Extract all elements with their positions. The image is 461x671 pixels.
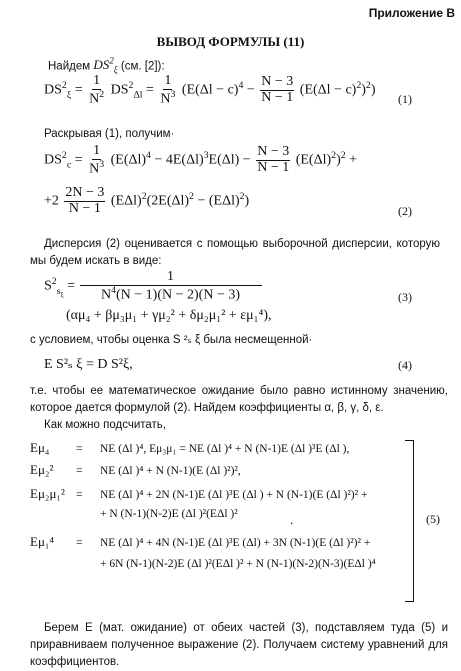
system-row-rhs: + N (N-1)(N-2)E (Δl )²(EΔl )² — [100, 508, 238, 520]
system-row — [30, 440, 349, 456]
equation-1-number: (1) — [398, 92, 412, 106]
system-row-rhs: NE (Δl )⁴ + N (N-1)(E (Δl )²)², — [100, 465, 241, 477]
system-row-rhs: NE (Δl )⁴ + 4N (N-1)E (Δl )³E (Δl) + 3N (N-1)(E (Δl )²)² + — [100, 537, 371, 549]
paragraph-expectation: т.е. чтобы ее математическое ожидание было равно истинному значению, которое дается формулой (2). Найдем коэффициенты α, β, γ, δ, ε. — [30, 385, 448, 414]
equation-3-number: (3) — [398, 290, 412, 304]
equation-1: $DS^2_\xi$ = $\frac{1}{N^2}$ $DS^2_{\Delta l}$ = $\frac{1}{N^3}$ ($E(\Delta l - c)^4$ − $\frac{N - 3}{N - 1}$ $(E(\Delta l - c)^2)^2$) — [44, 73, 376, 107]
equation-4: E S²ₛ ξ = D S²ξ, — [44, 357, 133, 372]
paragraph-expand: Раскрывая (1), получим· — [44, 128, 175, 140]
system-row-rhs: + 6N (N-1)(N-2)E (Δl )²(EΔl )² + N (N-1)(N-2)(N-3)(EΔl )⁴ — [100, 558, 376, 570]
paragraph-conclusion: Берем E (мат. ожидание) от обеих частей (3), подставляем туда (5) и приравниваем полученное выражение (2). Получаем систему уравнений для коэффициентов. — [30, 622, 448, 668]
paragraph-compute: Как можно подсчитать, — [44, 419, 166, 431]
system-row — [30, 534, 370, 550]
equation-2-number: (2) — [398, 204, 412, 218]
page-title: ВЫВОД ФОРМУЛЫ (11) — [156, 34, 305, 49]
system-row-lhs: Eμ₁⁴ — [30, 534, 54, 549]
system-row-eqsign: = — [76, 443, 83, 455]
system-row-eqsign: = — [76, 465, 83, 477]
system-row-rhs: NE (Δl )⁴ + 2N (N-1)E (Δl )³E (Δl ) + N (N-1)(E (Δl )²)² + — [100, 489, 368, 501]
equation-3-line-1: $S^2_{s_\xi}$ = $\frac{1}{N^4(N - 1)(N - 2)(N - 3)}$ — [44, 270, 263, 303]
system-row — [30, 508, 238, 520]
system-row-lhs: Eμ₄ — [30, 440, 50, 455]
system-row-eqsign: = — [76, 489, 83, 501]
system-bracket — [405, 440, 414, 602]
equation-5-number: (5) — [426, 512, 440, 526]
system-row-eqsign: = — [76, 537, 83, 549]
equation-4-number: (4) — [398, 358, 412, 372]
system-dot: . — [290, 512, 294, 527]
system-row — [30, 462, 241, 478]
system-row — [30, 558, 376, 570]
system-row-lhs: Eμ₂² — [30, 462, 54, 477]
equation-2-line-1: $DS^2_c$ = $\frac{1}{N^3}$ ($E(\Delta l)^4 - 4E(\Delta l)^3E(\Delta l)$ − $\frac{N - 3}{N - 1}$ $(E(\Delta l)^2)^2$ + — [44, 143, 358, 177]
system-row-rhs: NE (Δl )⁴, Eμ₃μ₁ = NE (Δl )⁴ + N (N-1)E (Δl )³E (Δl ), — [100, 443, 350, 455]
appendix-label: Приложение В — [368, 6, 455, 20]
system-row — [30, 486, 367, 502]
paragraph-condition: с условием, чтобы оценка S ²ₛ ξ была несмещенной· — [30, 334, 313, 346]
intro-line: Найдем $DS^2_\xi$ (см. [2]): — [48, 56, 165, 75]
equation-2-line-2: +2 $\frac{2N - 3}{N - 1}$ $(E\Delta l)^2(2E(\Delta l)^2 - (E\Delta l)^2)$ — [44, 185, 250, 216]
equation-3-line-2: (αμ₄ + βμ₃μ₁ + γμ₂² + δμ₂μ₁² + εμ₁⁴), — [66, 308, 272, 323]
system-row-lhs: Eμ₂μ₁² — [30, 486, 65, 501]
paragraph-dispersion: Дисперсия (2) оценивается с помощью выборочной дисперсии, которую мы будем искать в виде: — [30, 238, 440, 267]
